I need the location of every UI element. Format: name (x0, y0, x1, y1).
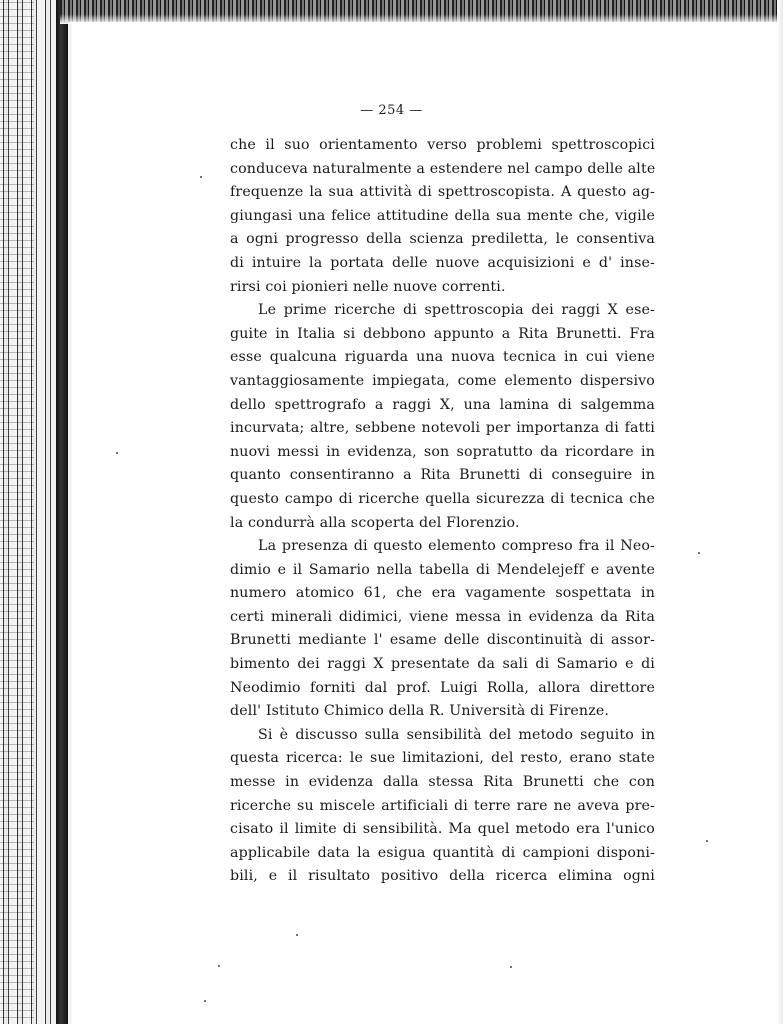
scan-speck (200, 176, 202, 178)
text-line: quanto consentiranno a Rita Brunetti di conseguire in (230, 467, 655, 484)
paragraph (230, 724, 655, 889)
scan-speck (204, 1000, 206, 1002)
paragraph (230, 134, 655, 299)
text-line: questo campo di ricerche quella sicurezza di tecnica che (230, 490, 655, 507)
page-number: — 254 — (360, 103, 423, 118)
scan-speck (218, 965, 220, 967)
scan-speck (116, 452, 118, 454)
text-line: esse qualcuna riguarda una nuova tecnica in cui viene (230, 349, 655, 366)
scan-top-border-fade (60, 14, 783, 24)
text-line: guite in Italia si debbono appunto a Rita Brunetti. Fra (230, 325, 655, 342)
text-line: incurvata; altre, sebbene notevoli per importanza di fatti (230, 420, 655, 437)
scan-speck (510, 966, 512, 968)
text-line: la condurrà alla scoperta del Florenzio. (230, 514, 520, 531)
text-line: frequenze la sua attività di spettroscopista. A questo ag- (230, 184, 655, 201)
text-line: conduceva naturalmente a estendere nel campo delle alte (230, 160, 656, 177)
page-stack-edge (0, 0, 34, 1024)
text-line: rirsi coi pionieri nelle nuove correnti. (230, 278, 506, 295)
text-line: di intuire la portata delle nuove acquisizioni e d' inse- (230, 254, 655, 271)
body-text (230, 134, 655, 889)
text-line: Le prime ricerche di spettroscopia dei raggi X ese- (258, 302, 655, 319)
text-line: certi minerali didimici, viene messa in evidenza da Rita (230, 608, 655, 625)
text-line: dimio e il Samario nella tabella di Mendelejeff e avente (230, 561, 655, 578)
text-line: cisato il limite di sensibilità. Ma quel metodo era l'unico (230, 821, 655, 838)
text-line: Neodimio forniti dal prof. Luigi Rolla, allora direttore (230, 679, 655, 696)
scan-speck (296, 934, 298, 936)
paragraph (230, 299, 655, 535)
scan-speck (706, 840, 708, 842)
text-line: dell' Istituto Chimico della R. Università di Firenze. (230, 703, 610, 720)
text-line: vantaggiosamente impiegata, come elemento dispersivo (230, 372, 655, 389)
text-line: Brunetti mediante l' esame delle discontinuità di assor- (230, 632, 655, 649)
text-line: questa ricerca: le sue limitazioni, del resto, erano state (230, 750, 655, 767)
text-line: nuovi messi in evidenza, son sopratutto da ricordare in (230, 443, 655, 460)
text-line: bili, e il risultato positivo della ricerca elimina ogni (230, 868, 655, 885)
scan-right-edge (777, 0, 783, 1024)
text-line: bimento dei raggi X presentate da sali di Samario e di (230, 656, 655, 673)
text-line: messe in evidenza dalla stessa Rita Brunetti che con (230, 774, 655, 791)
text-line: che il suo orientamento verso problemi spettroscopici (230, 137, 655, 153)
binding-shadow (56, 0, 68, 1024)
text-line: Si è discusso sulla sensibilità del metodo seguito in (258, 726, 655, 743)
text-line: applicabile data la esigua quantità di campioni disponi- (230, 844, 655, 861)
scan-speck (698, 552, 700, 554)
text-line: La presenza di questo elemento compreso fra il Neo- (258, 538, 655, 555)
text-line: ricerche su miscele artificiali di terre rare ne aveva pre- (230, 797, 655, 814)
text-line: dello spettrografo a raggi X, una lamina di salgemma (230, 396, 655, 413)
text-line: numero atomico 61, che era vagamente sospettata in (230, 585, 655, 602)
text-line: giungasi una felice attitudine della sua mente che, vigile (230, 207, 655, 224)
text-line: a ogni progresso della scienza prediletta, le consentiva (230, 231, 655, 248)
paragraph (230, 535, 655, 724)
